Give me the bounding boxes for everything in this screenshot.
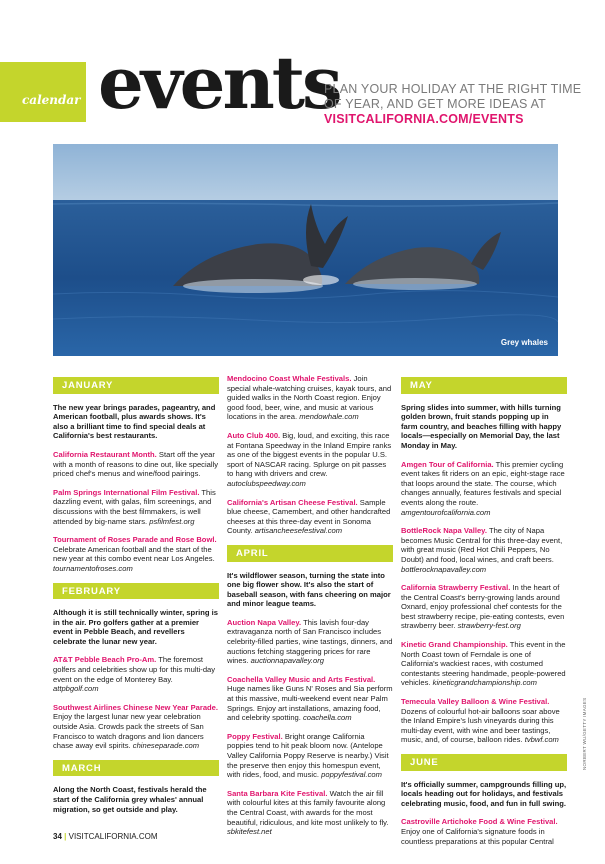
tagline [324, 82, 584, 127]
event-website[interactable]: coachella.com [303, 713, 352, 723]
event-entry [53, 450, 219, 479]
month-heading-february: FEBRUARY [53, 583, 219, 600]
page-footer [53, 832, 158, 841]
event-description: Celebrate American football and the start of the new year at this combo event near Los Angeles. [53, 544, 215, 564]
grey-whales-photo [53, 144, 558, 356]
event-website[interactable]: mendowhale.com [299, 412, 359, 422]
event-name: Palm Springs International Film Festival. [53, 487, 200, 497]
event-entry [227, 618, 393, 666]
event-description: Bright orange California poppies tend to hit peak bloom now. (Antelope Valley California Poppy Reserve is nearby.) Visit the preserve then enjoy this homespun event, with rides, food, and music. [227, 731, 389, 780]
event-name: Southwest Airlines Chinese New Year Parade. [53, 702, 219, 712]
event-name: Mendocino Coast Whale Festivals. [227, 374, 352, 383]
event-entry [227, 732, 393, 780]
event-entry [401, 526, 567, 574]
tagline-text: PLAN YOUR HOLIDAY AT THE RIGHT TIME OF YEAR, AND GET MORE IDEAS AT [324, 82, 582, 111]
event-description: Watch the air fill with colourful kites at this family favourite along the Central Coast, with awards for the most beautiful, ridiculous, and kite most unlikely to fly. [227, 788, 389, 827]
event-name: Temecula Valley Balloon & Wine Festival. [401, 697, 550, 707]
event-entry [401, 640, 567, 688]
month-heading-june: JUNE [401, 754, 567, 771]
event-name: California Restaurant Month. [53, 449, 157, 459]
event-entry [227, 789, 393, 837]
event-entry [227, 431, 393, 489]
event-website[interactable]: strawberry-fest.org [457, 621, 521, 631]
month-intro: Spring slides into summer, with hills turning golden brown, fruit stands popping up in farm country, and beaches filling with happy locals—especially on Memorial Day, the last Monday in May. [401, 402, 562, 450]
event-name: Auto Club 400. [227, 430, 281, 440]
event-name: Tournament of Roses Parade and Rose Bowl. [53, 535, 217, 545]
event-entry [227, 374, 393, 422]
event-entry [401, 697, 567, 745]
event-description: Join special whale-watching cruises, kayak tours, and guided walks in the North Coast region. Enjoy good food, beer, wine, and music at various locations in the area. [227, 374, 392, 422]
event-description: Big, loud, and exciting, this race at Fontana Speedway in the Inland Empire ranks as one of the biggest events in the popular U.S. sport of NASCAR racing. Splurge on pit passes to hang with drivers and crew. [227, 430, 392, 479]
footer-site[interactable]: VISITCALIFORNIA.COM [68, 832, 158, 841]
event-description: Huge names like Guns N' Roses and Sia perform at this massive, multi-weekend event near Palm Springs. Enjoy art installations, amazing food, and celebrity spotting. [227, 684, 393, 723]
event-description: Start off the year with a month of reasons to dine out, like specially priced chef's menus and wine/food pairings. [53, 449, 219, 479]
events-link[interactable]: VISITCALIFORNIA.COM/EVENTS [324, 112, 524, 126]
event-description: Sample blue cheese, Camembert, and other handcrafted cheeses at this three-day event in Sonoma County. [227, 497, 391, 536]
event-name: Castroville Artichoke Food & Wine Festival. [401, 817, 558, 827]
event-description: This event in the North Coast town of Ferndale is one of California's wackiest races, with costumed contestants steering handmade, people-powered vehicles. [401, 640, 566, 688]
event-website[interactable]: artisancheesefestival.com [254, 526, 343, 536]
event-description: This dazzling event, with galas, film screenings, and discussions with the best filmmakers, is well attended by big-name stars. [53, 487, 216, 526]
event-entry [53, 655, 219, 693]
event-entry [401, 460, 567, 518]
event-website[interactable]: attpbgolf.com [53, 684, 99, 694]
event-name: California's Artisan Cheese Festival. [227, 497, 358, 507]
event-description: This premier cycling event takes fit riders on an epic, eight-stage race that loops around the state. The course, which changes annually, features festivals and special events along the route. [401, 459, 565, 507]
photo-caption: Grey whales [500, 338, 548, 347]
month-intro: Although it is still technically winter, spring is in the air. Pro golfers gather at a premier event in Pebble Beach, and revellers celebrate the lunar new year. [53, 608, 218, 646]
month-heading-april: APRIL [227, 545, 393, 562]
section-tab [0, 62, 86, 122]
event-entry [227, 498, 393, 536]
event-entry [401, 817, 567, 846]
event-description: The city of Napa becomes Music Central for this three-day event, with great music (Red Hot Chili Peppers, No Doubt) and food, local wines, and craft beers. [401, 526, 563, 564]
event-name: AT&T Pebble Beach Pro-Am. [53, 655, 157, 665]
event-name: Kinetic Grand Championship. [401, 640, 508, 650]
event-entry [53, 488, 219, 526]
event-entry [53, 535, 219, 573]
month-intro: It's officially summer, campgrounds filling up, locals heading out for holidays, and festivals celebrating music, food, and fun in full swing. [401, 779, 567, 808]
month-heading-may: MAY [401, 377, 567, 394]
event-website[interactable]: auctionnapavalley.org [250, 656, 324, 666]
event-name: Poppy Festival. [227, 731, 283, 741]
event-entry [227, 675, 393, 723]
event-description: Dozens of colourful hot-air balloons soar above the Inland Empire's lush vineyards during this multi-day event, with wine and beer tastings, music, and, of course, balloon rides. [401, 706, 560, 745]
event-website[interactable]: tournamentofroses.com [53, 563, 133, 573]
month-intro: Along the North Coast, festivals herald the start of the California grey whales' annual migration, so get outside and play. [53, 785, 207, 814]
event-website[interactable]: autoclubspeedway.com [227, 478, 306, 488]
event-name: Amgen Tour of California. [401, 459, 494, 469]
event-description: In the heart of the Central Coast's berry-growing lands around Oxnard, enjoy professional chef contests for the best strawberry recipe, pie-eating contests, even strawberry beer. [401, 583, 565, 631]
column-left [53, 372, 219, 823]
month-heading-march: MARCH [53, 760, 219, 777]
event-name: Coachella Valley Music and Arts Festival. [227, 674, 376, 684]
event-website[interactable]: sbkitefest.net [227, 827, 272, 837]
event-description: This lavish four-day extravaganza north of San Francisco includes celebrity-filled parties, wine tastings, dinners, and auctions fetching staggering prices for rare wines. [227, 617, 393, 666]
footer-separator: | [64, 832, 67, 841]
event-entry [401, 583, 567, 631]
event-name: BottleRock Napa Valley. [401, 526, 487, 536]
event-description: The foremost golfers and celebrities show up for this multi-day event on the edge of Monterey Bay. [53, 655, 216, 684]
section-tab-label: calendar [22, 93, 81, 107]
event-website[interactable]: chineseparade.com [132, 741, 200, 751]
whale-illustration [53, 144, 558, 356]
month-intro: It's wildflower season, turning the state into one big flower show. It's also the start of baseball season, with fans cheering on major and minor league teams. [227, 570, 391, 609]
event-website[interactable]: poppyfestival.com [321, 770, 382, 780]
page-number: 34 [53, 832, 62, 841]
event-website[interactable]: psfilmfest.org [149, 516, 195, 526]
column-right [401, 372, 567, 855]
month-heading-january: JANUARY [53, 377, 219, 394]
event-entry [53, 703, 219, 751]
event-name: California Strawberry Festival. [401, 583, 511, 593]
photo-credit: NORBERT WU/GETTY IMAGES [582, 697, 587, 770]
page-title: events [98, 40, 340, 125]
event-description: Enjoy the largest lunar new year celebration outside Asia. Crowds pack the streets of San Francisco to watch dragons and lion dancers chase away evil spirits. [53, 712, 204, 751]
month-intro: The new year brings parades, pageantry, and American football, plus awards shows. It's also a brilliant time to find special deals at California's best restaurants. [53, 402, 216, 441]
event-name: Auction Napa Valley. [227, 617, 302, 627]
event-name: Santa Barbara Kite Festival. [227, 788, 328, 798]
event-description: Enjoy one of California's signature foods in countless preparations at this popular Central [401, 826, 554, 846]
event-website[interactable]: kineticgrandchampionship.com [432, 678, 537, 688]
event-website[interactable]: tvbwf.com [524, 735, 559, 745]
event-website[interactable]: bottlerocknapavalley.com [401, 564, 487, 574]
column-middle [227, 374, 393, 846]
event-website[interactable]: amgentourofcalifornia.com [401, 507, 491, 517]
